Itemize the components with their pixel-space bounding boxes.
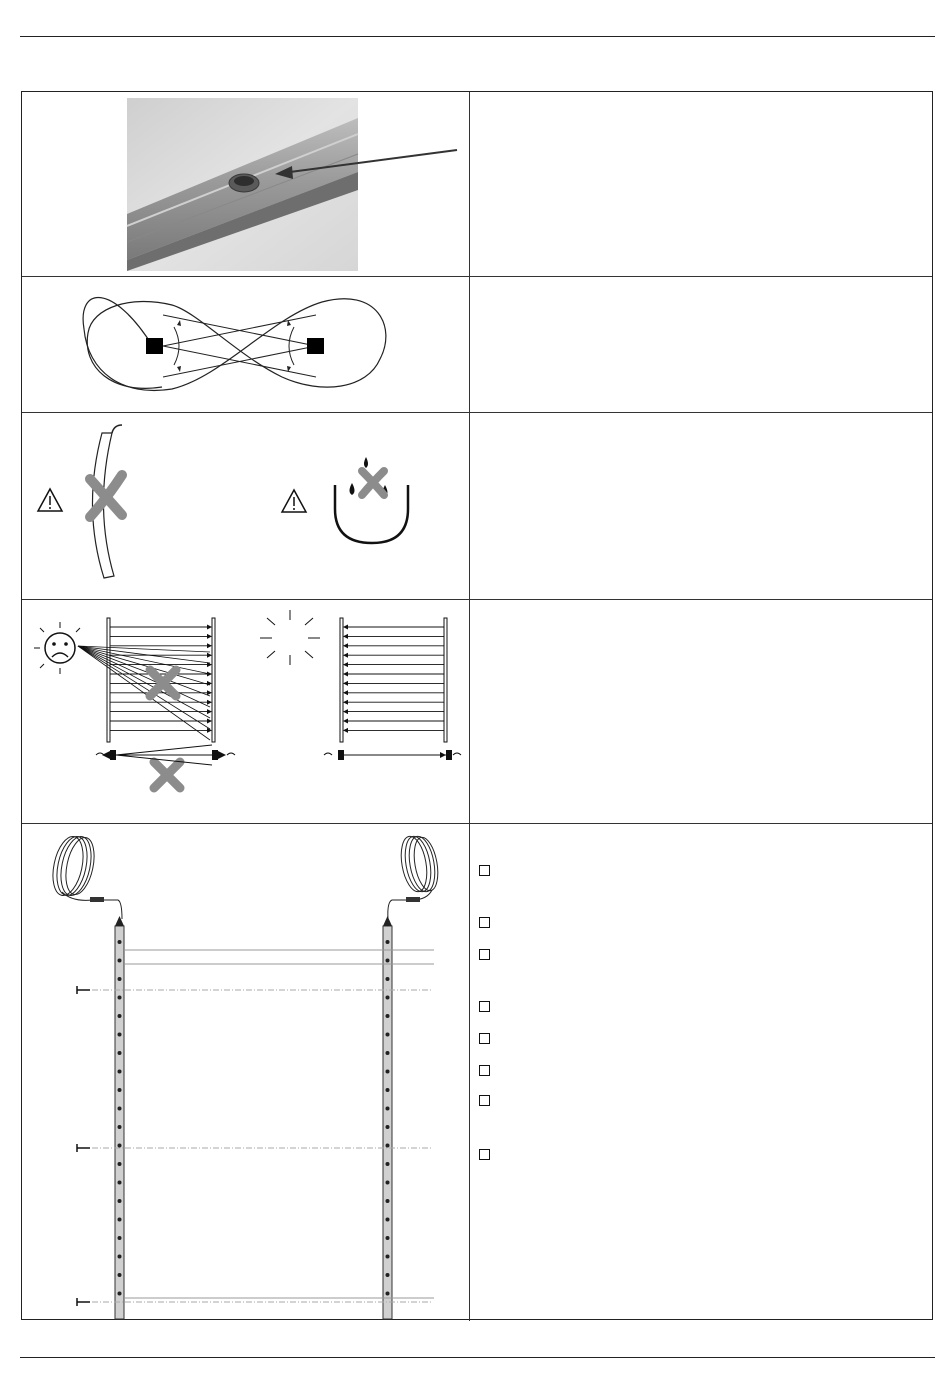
water-drop-icon bbox=[350, 483, 355, 495]
lens-dot bbox=[386, 1033, 390, 1037]
lens-dot bbox=[118, 1236, 122, 1240]
sun-ray bbox=[78, 646, 210, 718]
lens-dot bbox=[386, 959, 390, 963]
warning-triangle-icon bbox=[282, 490, 306, 512]
beam-arrow bbox=[343, 728, 348, 733]
lens-dot bbox=[386, 977, 390, 981]
beam-arrow bbox=[343, 700, 348, 705]
beam-arrow bbox=[207, 709, 212, 714]
beam-arrow bbox=[343, 681, 348, 686]
beam-arrow bbox=[343, 690, 348, 695]
installation-diagram bbox=[22, 824, 470, 1321]
checklist-checkbox[interactable] bbox=[479, 865, 490, 876]
lens-dot bbox=[118, 1199, 122, 1203]
beam-arrow bbox=[207, 653, 212, 658]
beam-arrow bbox=[343, 672, 348, 677]
lens-dot bbox=[118, 940, 122, 944]
lens-dot bbox=[386, 1107, 390, 1111]
beam-arrow bbox=[343, 709, 348, 714]
beam-arrow bbox=[207, 625, 212, 630]
lens-dot bbox=[386, 1125, 390, 1129]
lens-dot bbox=[118, 1014, 122, 1018]
table-row-beam-coverage bbox=[22, 277, 932, 413]
lens-dot bbox=[386, 1236, 390, 1240]
checklist-checkbox[interactable] bbox=[479, 1095, 490, 1106]
lens-dot bbox=[118, 1088, 122, 1092]
sun-ray bbox=[78, 646, 210, 652]
illustration-cell bbox=[22, 600, 470, 823]
lens-dot bbox=[386, 1070, 390, 1074]
lens-dot bbox=[386, 1162, 390, 1166]
beam-arrow bbox=[207, 643, 212, 648]
lens-dot bbox=[118, 1125, 122, 1129]
instruction-table bbox=[21, 91, 933, 1320]
footer-rule bbox=[20, 1357, 935, 1358]
lens-dot bbox=[118, 1144, 122, 1148]
lens-dot bbox=[386, 1181, 390, 1185]
table-row-installation bbox=[22, 824, 932, 1321]
beam-arrow bbox=[207, 719, 212, 724]
lens-dot bbox=[386, 1255, 390, 1259]
description-cell bbox=[470, 413, 932, 599]
lens-dot bbox=[118, 1033, 122, 1037]
lens-dot bbox=[386, 1088, 390, 1092]
checklist-checkbox[interactable] bbox=[479, 1033, 490, 1044]
cable-coil-icon bbox=[48, 834, 122, 919]
lens-dot bbox=[386, 1218, 390, 1222]
beam-arrow bbox=[343, 662, 348, 667]
lens-dot bbox=[118, 1107, 122, 1111]
description-cell bbox=[470, 600, 932, 823]
sun-ray bbox=[78, 646, 210, 685]
checklist-checkbox[interactable] bbox=[479, 1065, 490, 1076]
checklist-checkbox[interactable] bbox=[479, 1149, 490, 1160]
checklist-checkbox[interactable] bbox=[479, 917, 490, 928]
sensor-square-icon bbox=[146, 338, 163, 354]
warning-triangle-icon bbox=[38, 489, 62, 511]
profile-photo bbox=[22, 92, 470, 276]
sun-ray bbox=[78, 646, 210, 729]
table-row-handling-warnings bbox=[22, 413, 932, 600]
sun-ray bbox=[78, 646, 210, 696]
lens-dot bbox=[118, 1070, 122, 1074]
lens-dot bbox=[386, 1199, 390, 1203]
beam-arrow bbox=[343, 634, 348, 639]
sensor-square-icon bbox=[307, 338, 324, 354]
illustration-cell bbox=[22, 277, 470, 412]
lens-dot bbox=[386, 1051, 390, 1055]
checklist-checkbox[interactable] bbox=[479, 949, 490, 960]
mounting-screw-icon bbox=[77, 986, 90, 1306]
lens-dot bbox=[118, 1255, 122, 1259]
lens-dot bbox=[118, 1218, 122, 1222]
description-cell bbox=[470, 824, 932, 1321]
sun-icon bbox=[260, 610, 320, 665]
checklist-checkbox[interactable] bbox=[479, 1001, 490, 1012]
lens-dot bbox=[118, 1292, 122, 1296]
lens-dot bbox=[386, 1014, 390, 1018]
illustration-cell bbox=[22, 92, 470, 276]
lens-dot bbox=[118, 996, 122, 1000]
description-cell bbox=[470, 92, 932, 276]
lens-dot bbox=[118, 1051, 122, 1055]
beam-arrow bbox=[343, 625, 348, 630]
handling-warnings-diagram bbox=[22, 413, 470, 599]
lens-dot bbox=[386, 1273, 390, 1277]
cross-out-icon bbox=[362, 471, 384, 495]
beam-arrow bbox=[207, 700, 212, 705]
description-cell bbox=[470, 277, 932, 412]
lens-dot bbox=[118, 1181, 122, 1185]
cross-out-icon bbox=[152, 762, 180, 823]
beam-arrow bbox=[343, 643, 348, 648]
beam-arrow bbox=[207, 634, 212, 639]
table-row-light-interference bbox=[22, 600, 932, 824]
beam-arrow bbox=[343, 653, 348, 658]
lens-dot bbox=[386, 1292, 390, 1296]
lens-dot bbox=[386, 940, 390, 944]
light-interference-diagram bbox=[22, 600, 470, 823]
illustration-cell bbox=[22, 824, 470, 1321]
lens-dot bbox=[118, 1273, 122, 1277]
sad-sun-icon bbox=[34, 622, 80, 674]
illustration-cell bbox=[22, 413, 470, 599]
lens-dot bbox=[118, 977, 122, 981]
water-drop-icon bbox=[364, 457, 368, 468]
cable-coil-icon bbox=[388, 834, 442, 919]
beam-arrow bbox=[343, 719, 348, 724]
beam-arrow bbox=[207, 690, 212, 695]
lens-dot bbox=[118, 1162, 122, 1166]
table-row-profile-hole bbox=[22, 92, 932, 277]
lens-dot bbox=[386, 1144, 390, 1148]
header-rule bbox=[20, 36, 935, 37]
lens-dot bbox=[118, 959, 122, 963]
lens-dot bbox=[386, 996, 390, 1000]
beam-coverage-diagram bbox=[22, 277, 470, 412]
